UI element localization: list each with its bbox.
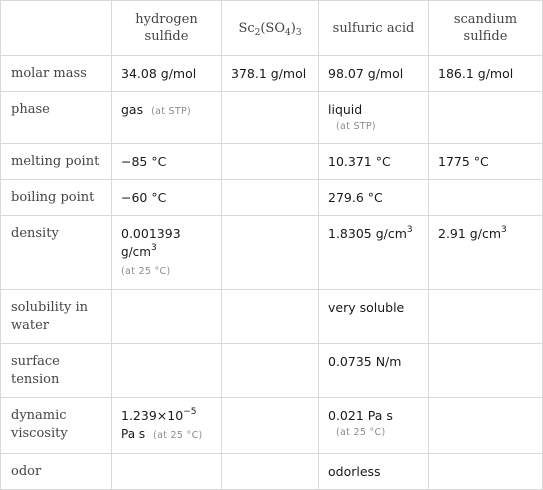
cell-value: 0.001393 <box>121 226 181 241</box>
table-cell-empty <box>222 144 319 180</box>
cell-note: (at 25 °C) <box>121 266 171 277</box>
power-exponent: −5 <box>183 407 197 417</box>
table-cell: 34.08 g/mol <box>112 56 222 92</box>
table-cell <box>112 398 222 454</box>
header-row <box>1 1 543 56</box>
cell-value: 2.91 g/cm <box>438 226 502 241</box>
table-cell-empty <box>222 398 319 454</box>
row-label: solubility in water <box>1 290 112 344</box>
table-cell: very soluble <box>319 290 429 344</box>
table-cell-empty <box>429 398 543 454</box>
table-row-surface-tension <box>1 344 543 398</box>
table-cell: 186.1 g/mol <box>429 56 543 92</box>
table-row-dynamic-viscosity <box>1 398 543 454</box>
table-cell <box>319 216 429 290</box>
row-label: density <box>1 216 112 290</box>
table-row-boiling-point <box>1 180 543 216</box>
table-cell-empty <box>222 344 319 398</box>
cell-unit: Pa s <box>121 427 146 441</box>
row-label: boiling point <box>1 180 112 216</box>
table-cell-empty <box>222 180 319 216</box>
formula-part: (SO <box>260 20 285 36</box>
table-cell <box>319 92 429 144</box>
row-label: phase <box>1 92 112 144</box>
table-cell: 10.371 °C <box>319 144 429 180</box>
column-header-sulfuric-acid: sulfuric acid <box>319 1 429 56</box>
table-cell-empty <box>429 344 543 398</box>
table-cell-empty <box>112 344 222 398</box>
table-row-solubility <box>1 290 543 344</box>
table-cell-empty <box>429 180 543 216</box>
table-cell: 0.0735 N/m <box>319 344 429 398</box>
cell-note: (at 25 °C) <box>153 430 203 441</box>
table-cell: odorless <box>319 454 429 490</box>
table-cell-empty <box>429 290 543 344</box>
formula-subscript: 3 <box>295 27 302 38</box>
cell-note: (at 25 °C) <box>336 427 386 438</box>
table-cell-empty <box>429 92 543 144</box>
cell-unit: g/cm <box>121 245 151 259</box>
table-cell-empty <box>222 92 319 144</box>
unit-exponent: 3 <box>406 225 413 235</box>
table-cell: 1775 °C <box>429 144 543 180</box>
unit-exponent: 3 <box>501 225 507 235</box>
column-header-scandium-sulfate <box>222 1 319 56</box>
table-row-density <box>1 216 543 290</box>
cell-value: liquid <box>328 102 363 117</box>
cell-value: 1.239 <box>121 408 157 423</box>
column-header-scandium-sulfide: scandium sulfide <box>429 1 543 56</box>
table-row-molar-mass <box>1 56 543 92</box>
table-row-odor <box>1 454 543 490</box>
table-cell-empty <box>222 454 319 490</box>
table-cell: 98.07 g/mol <box>319 56 429 92</box>
table-cell <box>429 216 543 290</box>
table-cell: −85 °C <box>112 144 222 180</box>
table-cell-empty <box>222 290 319 344</box>
table-cell: 279.6 °C <box>319 180 429 216</box>
column-header-hydrogen-sulfide: hydrogen sulfide <box>112 1 222 56</box>
cell-value: gas <box>121 102 144 117</box>
corner-cell <box>1 1 112 56</box>
formula-part: Sc <box>238 20 255 36</box>
table-cell <box>112 92 222 144</box>
table-row-phase <box>1 92 543 144</box>
power-base: 10 <box>167 408 184 423</box>
row-label: odor <box>1 454 112 490</box>
cell-value: 1.8305 g/cm <box>328 226 407 241</box>
row-label: surface tension <box>1 344 112 398</box>
table-cell: 378.1 g/mol <box>222 56 319 92</box>
table-cell-empty <box>429 454 543 490</box>
table-cell: −60 °C <box>112 180 222 216</box>
cell-value: 0.021 Pa s <box>328 408 393 423</box>
times-sign: × <box>156 408 168 423</box>
row-label: molar mass <box>1 56 112 92</box>
formula-subscript: 2 <box>254 27 261 38</box>
cell-note: (at STP) <box>336 121 376 132</box>
table-cell-empty <box>112 454 222 490</box>
table-row-melting-point <box>1 144 543 180</box>
table-cell-empty <box>222 216 319 290</box>
row-label: melting point <box>1 144 112 180</box>
formula-subscript: 4 <box>285 27 291 38</box>
table-cell-empty <box>112 290 222 344</box>
cell-note: (at STP) <box>151 106 192 117</box>
table-cell <box>319 398 429 454</box>
row-label: dynamic viscosity <box>1 398 112 454</box>
formula-part: ) <box>290 20 296 36</box>
table-cell <box>112 216 222 290</box>
unit-exponent: 3 <box>150 243 157 253</box>
